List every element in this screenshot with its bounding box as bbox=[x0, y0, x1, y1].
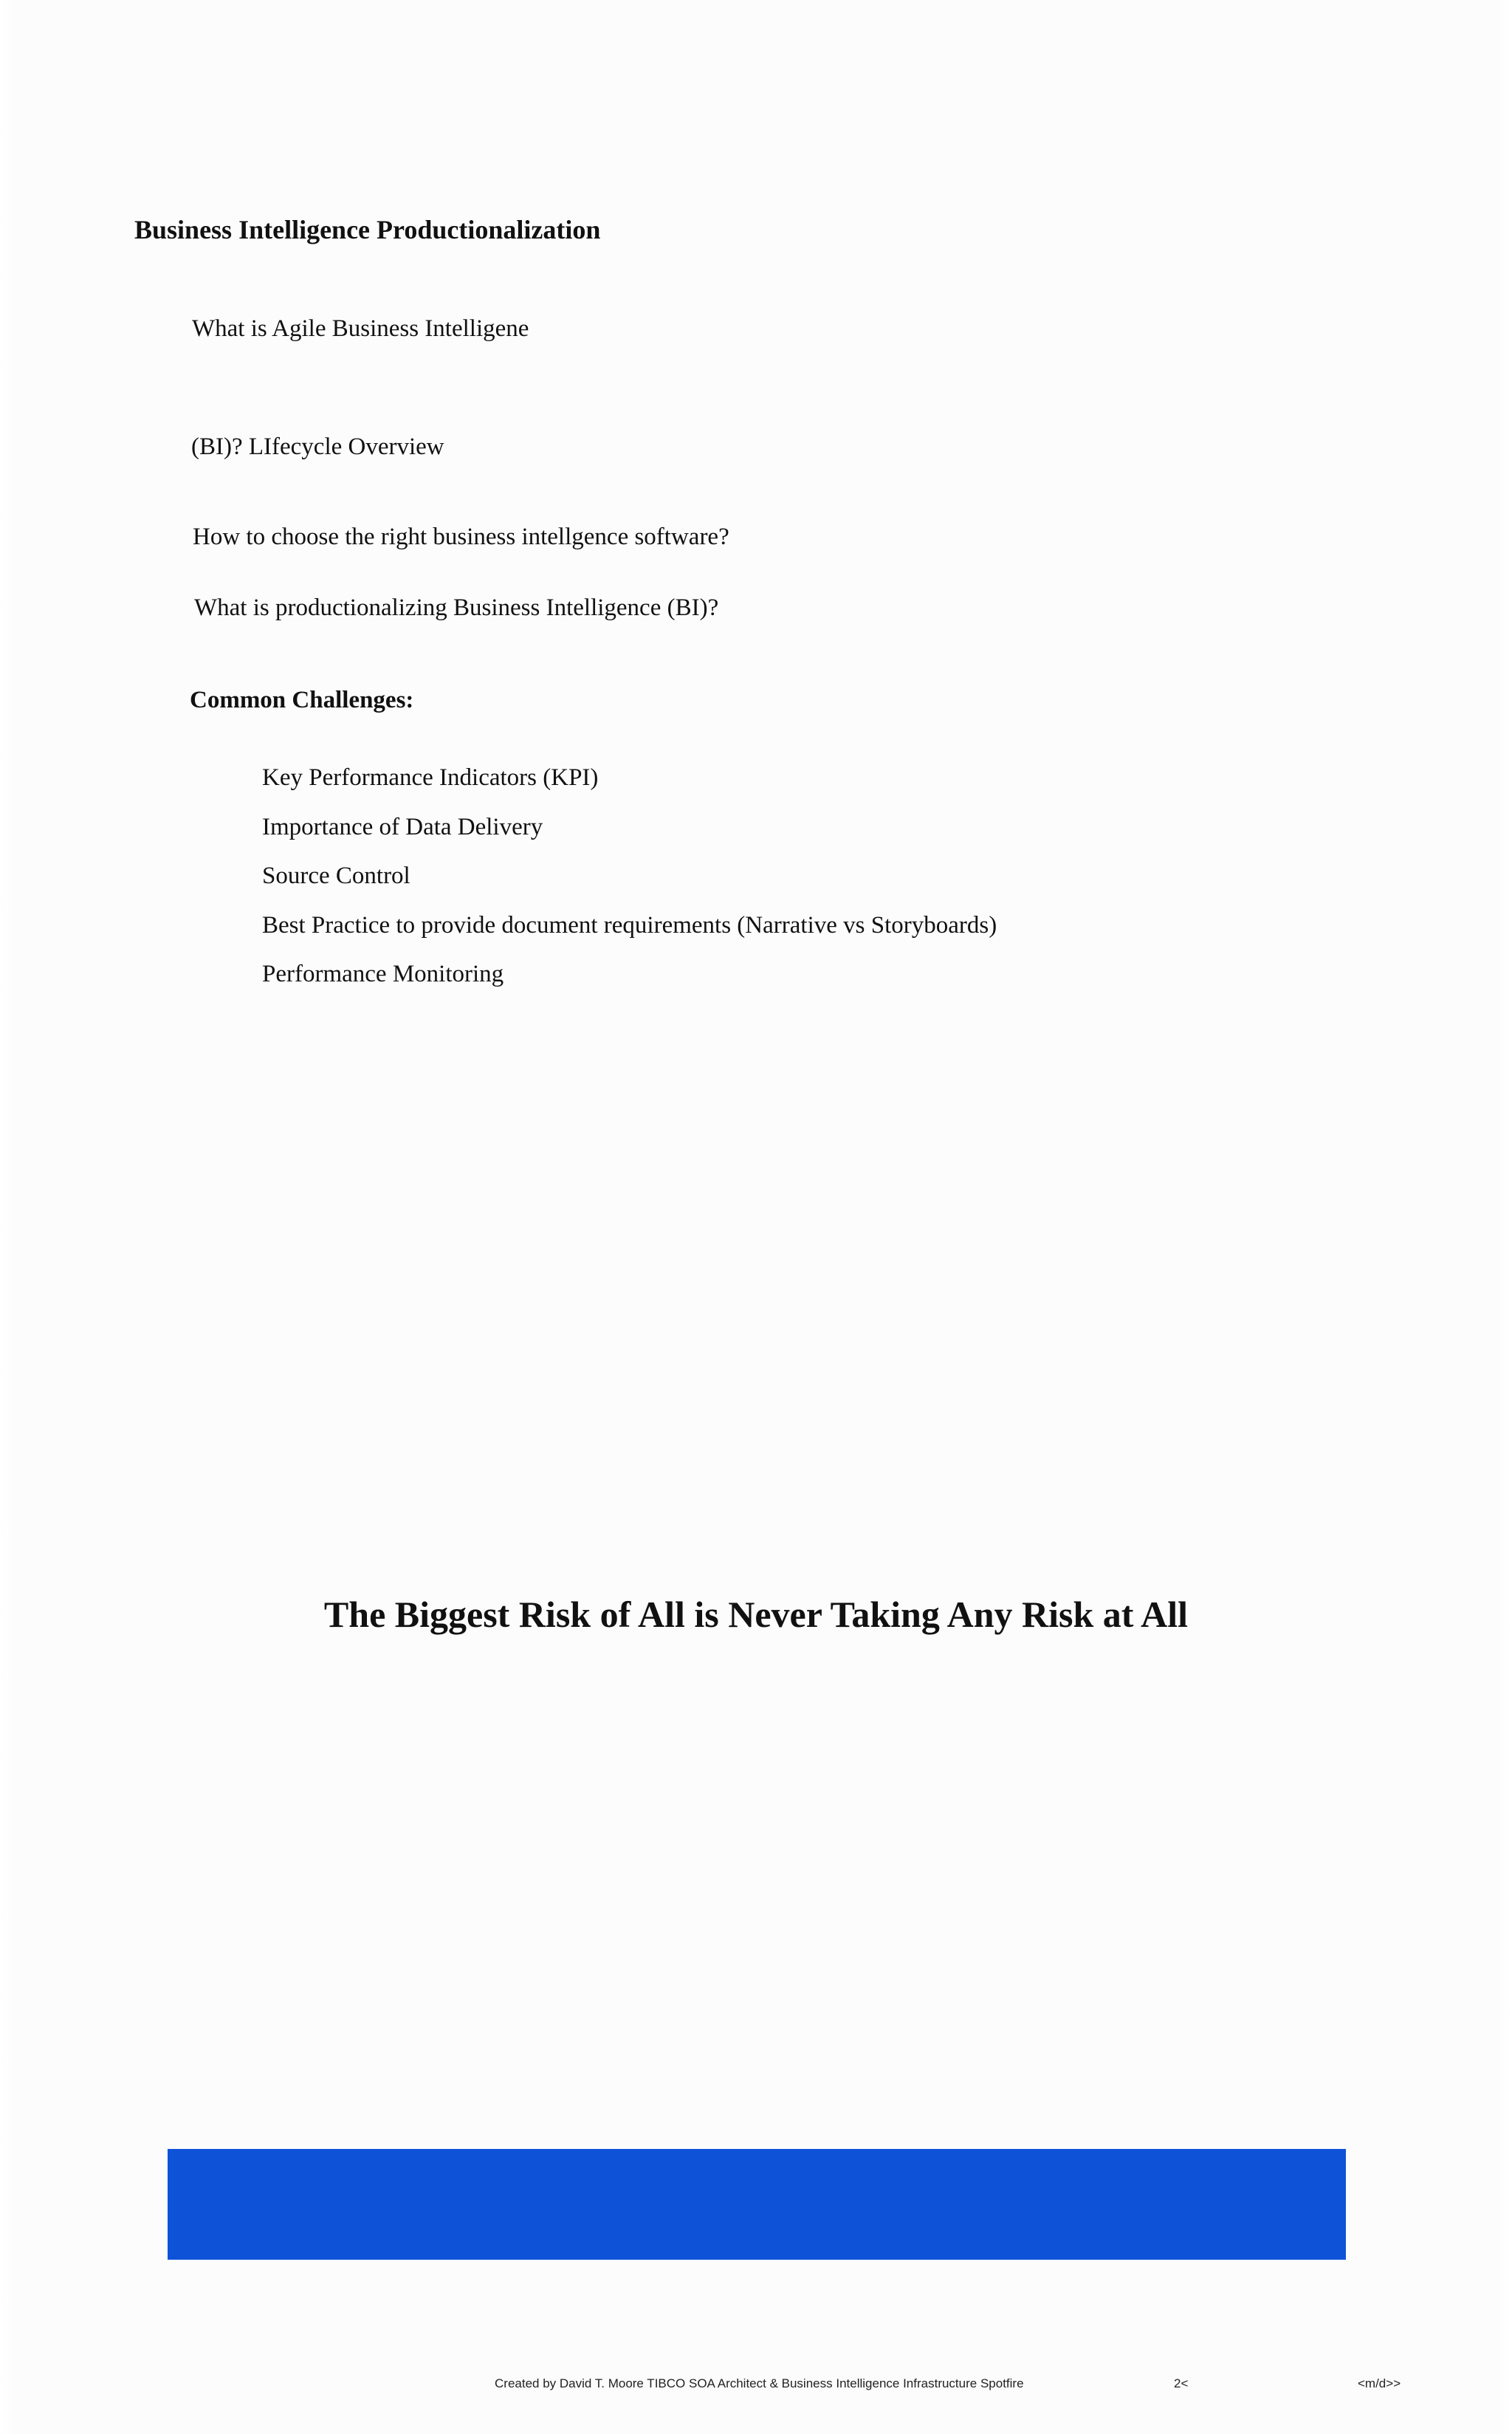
list-item: Performance Monitoring bbox=[262, 961, 504, 987]
footer-credit: Created by David T. Moore TIBCO SOA Architect & Business Intelligence Infrastructure Spotfire bbox=[495, 2376, 1024, 2390]
risk-quote: The Biggest Risk of All is Never Taking Any Risk at All bbox=[323, 1594, 1189, 1635]
list-item: Best Practice to provide document requirements (Narrative vs Storyboards) bbox=[262, 911, 997, 939]
topic-line-productionalizing: What is productionalizing Business Intelligence (BI)? bbox=[194, 594, 719, 621]
topic-line-agile-bi: What is Agile Business Intelligene bbox=[192, 315, 529, 342]
list-item: Importance of Data Delivery bbox=[262, 813, 543, 840]
document-title: Business Intelligence Productionalization bbox=[134, 215, 601, 244]
topic-line-choose-software: How to choose the right business intellgence software? bbox=[193, 524, 729, 550]
topic-line-lifecycle: (BI)? LIfecycle Overview bbox=[191, 433, 444, 460]
blue-banner bbox=[168, 2149, 1346, 2260]
footer-date: <m/d>> bbox=[1358, 2376, 1401, 2390]
list-item: Key Performance Indicators (KPI) bbox=[262, 764, 599, 791]
list-item: Source Control bbox=[262, 863, 410, 889]
footer-page-number: 2< bbox=[1174, 2376, 1189, 2390]
challenges-heading: Common Challenges: bbox=[190, 687, 414, 713]
challenges-list bbox=[262, 764, 997, 1009]
